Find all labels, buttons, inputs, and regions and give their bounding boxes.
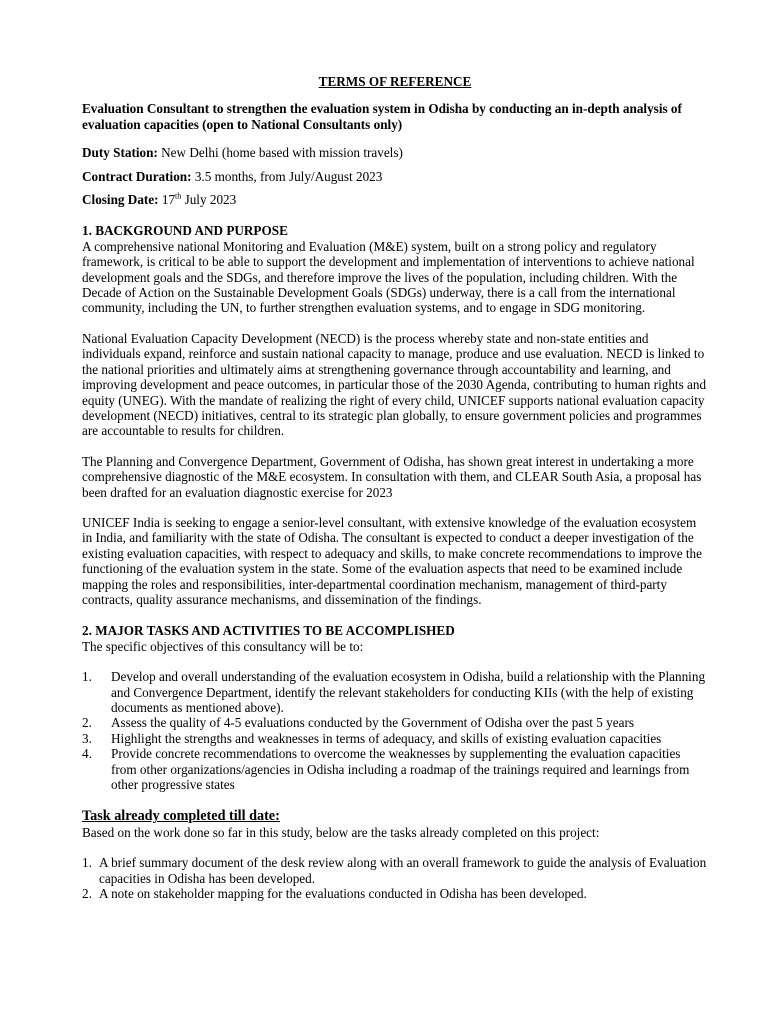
section-1-heading: 1. BACKGROUND AND PURPOSE — [82, 223, 288, 239]
completed-tasks-heading: Task already completed till date: — [82, 808, 280, 825]
closing-date-label: Closing Date: — [82, 192, 159, 208]
list-item-number: 2. — [82, 886, 92, 902]
list-item — [82, 746, 708, 792]
list-item — [82, 731, 708, 746]
list-item — [82, 855, 708, 886]
section-1-paragraph: National Evaluation Capacity Development (NECD) is the process whereby state and non-state entities and individuals expand, reinforce and sustain national capacity to manage, produce and use evaluation. NECD is linked to the national priorities and ultimately aims at strengthening governance through accountability and learning, and improving development and peace outcomes, in particular those of the 2030 Agenda, contributing to human rights and equity (UNEG). With the mandate of realizing the right of every child, UNICEF supports national evaluation capacity development (NECD) initiatives, central to its strategic plan globally, to ensure government policies and programmes are accountable to results for children. — [82, 330, 707, 439]
list-item-text: A brief summary document of the desk review along with an overall framework to guide the analysis of Evaluation capacities in Odisha has been developed. — [99, 855, 707, 886]
document-title: TERMS OF REFERENCE — [318, 74, 472, 89]
list-item — [82, 886, 708, 901]
document-subtitle: Evaluation Consultant to strengthen the evaluation system in Odisha by conducting an in-depth analysis of evaluation capacities (open to National Consultants only) — [82, 101, 682, 132]
list-item-number: 2. — [82, 715, 92, 731]
list-item — [82, 669, 708, 715]
list-item-text: Assess the quality of 4-5 evaluations conducted by the Government of Odisha over the past 5 years — [111, 715, 634, 731]
completed-tasks-list — [82, 855, 708, 901]
list-item-number: 4. — [82, 746, 92, 762]
completed-tasks-intro: Based on the work done so far in this study, below are the tasks already completed on this project: — [82, 824, 600, 840]
section-1-paragraph: A comprehensive national Monitoring and Evaluation (M&E) system, built on a strong policy and regulatory framework, is critical to be able to support the development and implementation of interventions to achieve national development goals and the SDGs, and therefore improve the lives of the population, including children. With the Decade of Action on the Sustainable Development Goals (SDGs) underway, there is a call from the international community, including the UN, to further strengthen evaluation systems, and to engage in SDG monitoring. — [82, 238, 695, 316]
duty-station-label: Duty Station: — [82, 145, 158, 161]
list-item-text: Provide concrete recommendations to overcome the weaknesses by supplementing the evaluation capacities from other organizations/agencies in Odisha including a roadmap of the trainings required and learnings from other progressive states — [111, 746, 690, 793]
closing-date-suffix: th — [175, 191, 182, 201]
list-item-number: 1. — [82, 855, 92, 871]
list-item-number: 1. — [82, 669, 92, 685]
section-2-heading: 2. MAJOR TASKS AND ACTIVITIES TO BE ACCOMPLISHED — [82, 623, 455, 639]
list-item — [82, 715, 708, 730]
section-2-intro: The specific objectives of this consultancy will be to: — [82, 638, 364, 654]
closing-date-day: 17 — [158, 192, 176, 208]
list-item-text: A note on stakeholder mapping for the evaluations conducted in Odisha has been developed. — [99, 886, 587, 902]
objectives-list — [82, 669, 708, 792]
duty-station — [82, 145, 708, 160]
list-item-number: 3. — [82, 730, 92, 746]
contract-duration-label: Contract Duration: — [82, 168, 192, 184]
section-1-paragraph: The Planning and Convergence Department, Government of Odisha, has shown great interest in undertaking a more comprehensive diagnostic of the M&E ecosystem. In consultation with them, and CLEAR South Asia, a proposal has been drafted for an evaluation diagnostic exercise for 2023 — [82, 453, 702, 500]
contract-duration-value: 3.5 months, from July/August 2023 — [191, 168, 383, 184]
contract-duration — [82, 169, 708, 184]
list-item-text: Develop and overall understanding of the evaluation ecosystem in Odisha, build a relationship with the Planning and Convergence Department, identify the relevant stakeholders for conducting KIIs (with the help of existing documents as mentioned above). — [111, 669, 706, 715]
duty-station-value: New Delhi (home based with mission travels) — [157, 145, 403, 161]
list-item-text: Highlight the strengths and weaknesses in terms of adequacy, and skills of existing evaluation capacities — [111, 730, 662, 746]
section-1-paragraph: UNICEF India is seeking to engage a senior-level consultant, with extensive knowledge of the evaluation ecosystem in India, and familiarity with the state of Odisha. The consultant is expected to conduct a deeper investigation of the existing evaluation capacities, with respect to adequacy and skills, to make concrete recommendations to improve the functioning of the evaluation system in the state. Some of the evaluation aspects that need to be examined include mapping the roles and responsibilities, inter-departmental coordination mechanism, management of third-party contracts, quality assurance mechanisms, and dissemination of the findings. — [82, 514, 702, 607]
closing-date-rest: July 2023 — [181, 192, 237, 208]
closing-date — [82, 192, 708, 207]
